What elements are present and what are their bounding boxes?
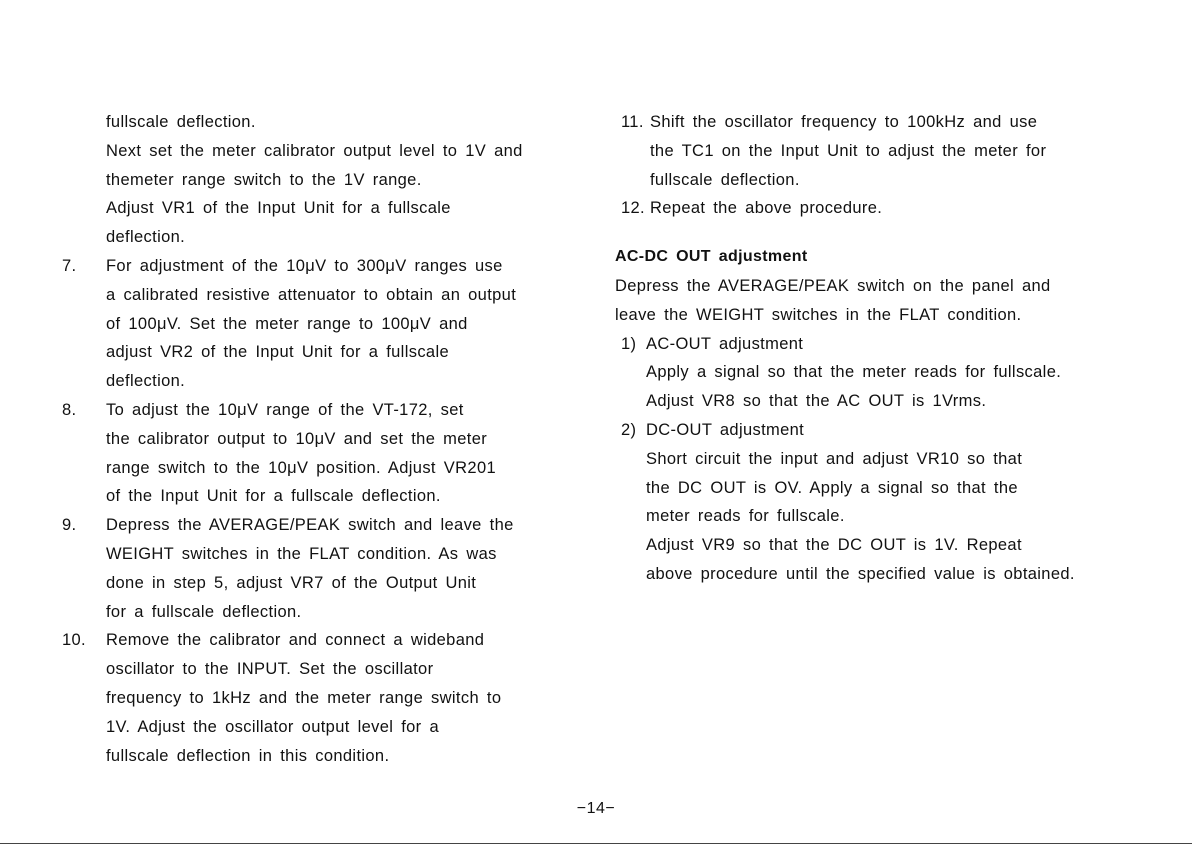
line-text: Repeat the above procedure. <box>650 199 883 218</box>
page-number: −14− <box>576 800 616 817</box>
line-text: themeter range switch to the 1V range. <box>106 170 422 189</box>
line-text: AC-OUT adjustment <box>646 334 804 353</box>
text-line <box>62 655 602 684</box>
sub-step-number: 2) <box>621 420 637 439</box>
heading-text: AC-DC OUT adjustment <box>615 248 808 266</box>
step-number: 8. <box>62 400 77 419</box>
text-line <box>615 474 1175 503</box>
text-line <box>615 301 1175 330</box>
line-text: oscillator to the INPUT. Set the oscillator <box>106 660 434 679</box>
line-text: adjust VR2 of the Input Unit for a fullscale <box>106 343 449 362</box>
section-heading <box>615 243 1175 272</box>
text-line <box>615 387 1175 416</box>
line-text: fullscale deflection. <box>650 170 800 189</box>
right-column <box>615 108 1175 589</box>
line-text: DC-OUT adjustment <box>646 420 805 439</box>
line-text: Adjust VR9 so that the DC OUT is 1V. Repeat <box>646 536 1022 555</box>
text-line <box>62 540 602 569</box>
text-line <box>62 742 602 771</box>
line-text: meter reads for fullscale. <box>646 507 845 526</box>
text-line <box>62 626 602 655</box>
step-number: 11. <box>621 113 644 131</box>
line-text: Depress the AVERAGE/PEAK switch on the panel and <box>615 276 1051 295</box>
line-text: deflection. <box>106 372 186 391</box>
left-column <box>62 108 602 770</box>
section-gap <box>615 223 1175 243</box>
text-line <box>62 338 602 367</box>
line-text: fullscale deflection in this condition. <box>106 746 390 765</box>
text-line <box>62 194 602 223</box>
text-line <box>615 358 1175 387</box>
text-line <box>62 166 602 195</box>
text-line <box>615 194 1175 223</box>
text-line <box>62 252 602 281</box>
line-text: Adjust VR1 of the Input Unit for a fullscale <box>106 199 451 218</box>
text-line <box>615 272 1175 301</box>
text-line <box>62 281 602 310</box>
line-text: a calibrated resistive attenuator to obtain an output <box>106 285 517 304</box>
line-text: leave the WEIGHT switches in the FLAT condition. <box>615 305 1022 324</box>
text-line <box>62 482 602 511</box>
text-line <box>62 367 602 396</box>
line-text: Short circuit the input and adjust VR10 so that <box>646 449 1023 468</box>
text-line <box>615 330 1175 359</box>
line-text: above procedure until the specified value is obtained. <box>646 564 1075 583</box>
line-text: for a fullscale deflection. <box>106 602 302 621</box>
text-line <box>615 531 1175 560</box>
text-line <box>615 416 1175 445</box>
line-text: deflection. <box>106 228 186 247</box>
line-text: of 100μV. Set the meter range to 100μV and <box>106 314 468 333</box>
text-line <box>615 166 1175 195</box>
line-text: range switch to the 10μV position. Adjust VR201 <box>106 458 497 477</box>
line-text: done in step 5, adjust VR7 of the Output Unit <box>106 573 477 592</box>
line-text: 1V. Adjust the oscillator output level for a <box>106 717 439 736</box>
text-line <box>615 445 1175 474</box>
line-text: the TC1 on the Input Unit to adjust the meter for <box>650 141 1047 160</box>
line-text: of the Input Unit for a fullscale deflection. <box>106 487 441 506</box>
line-text: Adjust VR8 so that the AC OUT is 1Vrms. <box>646 392 987 411</box>
text-line <box>62 396 602 425</box>
step-number: 12. <box>621 199 645 218</box>
step-number: 9. <box>62 516 77 535</box>
text-line <box>62 598 602 627</box>
text-line <box>62 108 602 137</box>
line-text: the calibrator output to 10μV and set the meter <box>106 429 488 448</box>
step-number: 7. <box>62 256 77 275</box>
line-text: WEIGHT switches in the FLAT condition. As was <box>106 544 497 563</box>
line-text: the DC OUT is OV. Apply a signal so that the <box>646 478 1018 497</box>
text-line <box>62 511 602 540</box>
text-line <box>62 713 602 742</box>
text-line <box>615 502 1175 531</box>
text-line <box>615 108 1175 137</box>
text-line <box>62 310 602 339</box>
text-line <box>62 137 602 166</box>
line-text: Apply a signal so that the meter reads for fullscale. <box>646 363 1062 382</box>
line-text: Next set the meter calibrator output level to 1V and <box>106 141 523 160</box>
line-text: fullscale deflection. <box>106 113 256 131</box>
text-line <box>62 684 602 713</box>
line-text: Remove the calibrator and connect a wideband <box>106 631 485 650</box>
line-text: To adjust the 10μV range of the VT-172, set <box>106 400 464 419</box>
line-text: For adjustment of the 10μV to 300μV ranges use <box>106 256 503 275</box>
bottom-edge-line <box>0 843 1192 844</box>
text-line <box>62 569 602 598</box>
text-line <box>62 454 602 483</box>
line-text: frequency to 1kHz and the meter range switch to <box>106 688 502 707</box>
text-line <box>615 560 1175 589</box>
step-number: 10. <box>62 631 86 650</box>
text-line <box>62 425 602 454</box>
line-text: Shift the oscillator frequency to 100kHz and use <box>650 113 1038 131</box>
sub-step-number: 1) <box>621 334 637 353</box>
text-line <box>615 137 1175 166</box>
line-text: Depress the AVERAGE/PEAK switch and leave the <box>106 516 514 535</box>
text-line <box>62 223 602 252</box>
